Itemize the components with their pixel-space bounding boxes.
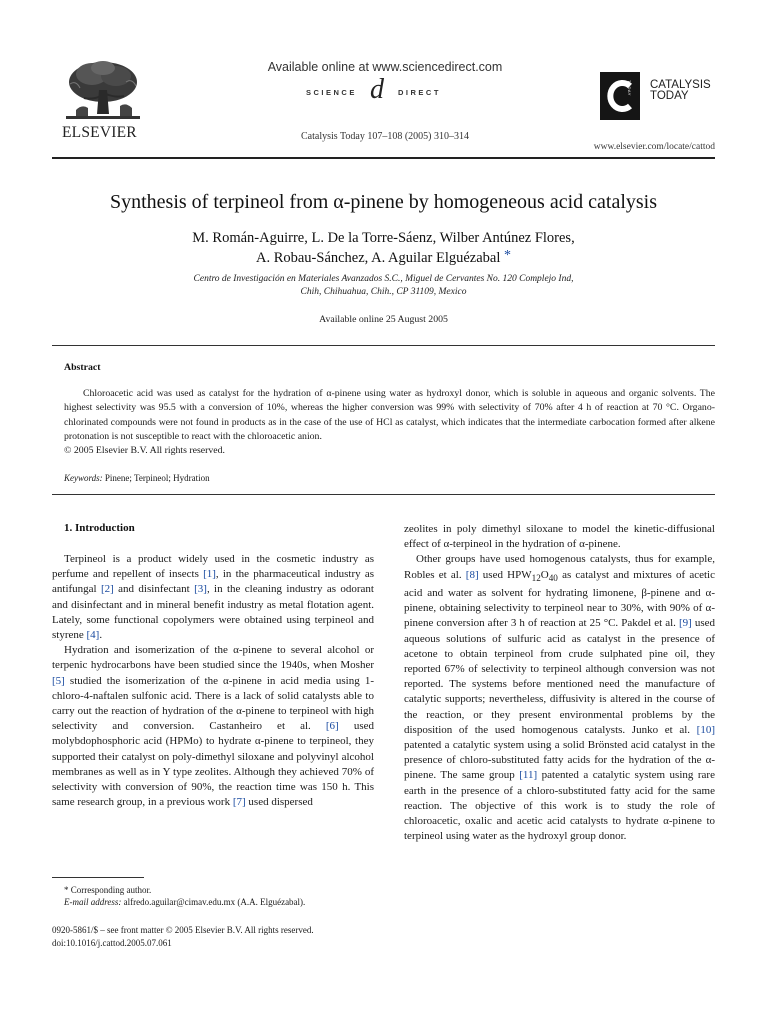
- available-online-date: Available online 25 August 2005: [319, 314, 448, 325]
- email-address[interactable]: alfredo.aguilar@cimav.edu.mx (A.A. Elguézabal).: [121, 897, 306, 907]
- right-column: [404, 522, 715, 844]
- author-list: [52, 229, 715, 267]
- doi-link[interactable]: doi:10.1016/j.cattod.2005.07.061: [52, 938, 172, 948]
- section-heading-introduction: 1. Introduction: [64, 522, 135, 534]
- keywords-label: Keywords:: [64, 473, 103, 483]
- abstract-text: Chloroacetic acid was used as catalyst for the hydration of α-pinene using water as hydroxyl donor, which is soluble in aqueous and organic solvents. The highest selectivity was 95.5 with a conversion of 10%, whereas the higher conversion was 99% with selectivity of 70% after 4 h of reaction at 70 °C. Organo-chlorinated compounds were not found in products as in the case of the use of HCl as catalyst, which indicates that the intermediate carbocation formed after alkene protonation is not susceptible to react with the chloroacetic anion.: [64, 388, 715, 443]
- affiliation: [52, 273, 715, 299]
- citation-link[interactable]: [8]: [465, 568, 479, 581]
- header-divider: [52, 157, 715, 159]
- paragraph: Terpineol is a product widely used in the cosmetic industry as perfume and repellent of insects [1], in the pharmaceutical industry as antifungal [2] and disinfectant [3], in the cleaning industry as odorant and disinfectant and in mineral benefit industry as metal flotation agent. Lately, some functional copolymers were obtained using terpineol and styrene [4].: [52, 553, 374, 642]
- abstract-divider-bottom: [52, 494, 715, 495]
- authors-line-2-text: A. Robau-Sánchez, A. Aguilar Elguézabal: [255, 250, 501, 266]
- citation-link[interactable]: [11]: [519, 769, 538, 782]
- journal-url-link[interactable]: www.elsevier.com/locate/cattod: [593, 142, 715, 152]
- catalysis-today-icon: [600, 72, 640, 120]
- affiliation-line-2: Chih, Chihuahua, Chih., CP 31109, Mexico: [300, 287, 467, 297]
- footnote: [64, 884, 384, 908]
- available-online-link[interactable]: Available online at www.sciencedirect.com: [267, 60, 503, 74]
- journal-name-line2: TODAY: [650, 90, 689, 102]
- corresponding-author-note: * Corresponding author.: [64, 885, 152, 895]
- abstract-copyright: © 2005 Elsevier B.V. All rights reserved.: [64, 445, 225, 456]
- journal-name: [650, 80, 711, 102]
- front-matter: [52, 924, 382, 950]
- citation-link[interactable]: [10]: [696, 723, 715, 736]
- keywords: [64, 473, 210, 483]
- keywords-list: Pinene; Terpineol; Hydration: [104, 473, 210, 483]
- elsevier-tree-icon: [62, 60, 144, 124]
- sciencedirect-left-word: SCIENCE: [306, 88, 357, 97]
- citation-link[interactable]: [9]: [678, 617, 692, 630]
- citation-link[interactable]: [6]: [325, 720, 339, 733]
- abstract-divider-top: [52, 345, 715, 346]
- abstract-heading: Abstract: [64, 362, 101, 373]
- paragraph: Other groups have used homogenous catalysts, thus for example, Robles et al. [8] used $HPW_{12}O_{40}$ as catalyst and mixtures of acetic acid and water as solvent for hydrating limonene, β-pinene and α-pinene, obtaining selectivity to terpineol near to 30%, with 90% of α-pinene conversion after 3 h of reaction at 25 °C. Pakdel et al. [9] used aqueous solutions of sulfuric acid as catalyst in the presence of acetone to obtain terpineol from crude sulphated pine oil, they reported 67% of selectivity to terpineol although conversion was not reported. The systems before mentioned need the manufacture of catalytic supports; nevertheless, diffusivity is altered in the course of the reaction, or they present environmental problems by the disposition of the used homogenous catalysts. Junko et al. [10] patented a catalytic system using a solid Brönsted acid catalyst in the presence of chloro-substituted fatty acids for the hydration of the α-pinene. The same group [11] patented a catalytic system using rare earth in the presence of a chloro-substituted fatty acid for the same reaction. The objective of this work is to study the role of chloroacetic, oxalic and acetic acid catalysts to hydrate α-pinene to terpineol using water as the hydroxyl group donor.: [404, 553, 715, 843]
- email-label: E-mail address:: [64, 897, 122, 907]
- sciencedirect-logo[interactable]: [290, 74, 480, 106]
- citation-link[interactable]: [4]: [86, 629, 100, 642]
- corresponding-author-mark[interactable]: *: [504, 248, 512, 263]
- sciencedirect-d-icon: d: [370, 74, 384, 105]
- journal-reference: Catalysis Today 107–108 (2005) 310–314: [301, 131, 469, 142]
- sciencedirect-right-word: DIRECT: [398, 88, 441, 97]
- journal-name-line1: CATALYSIS: [650, 79, 711, 91]
- front-matter-line: 0920-5861/$ – see front matter © 2005 Elsevier B.V. All rights reserved.: [52, 925, 314, 935]
- publisher-name: ELSEVIER: [62, 124, 137, 141]
- paragraph: Hydration and isomerization of the α-pinene to several alcohol or terpenic hydrocarbons have been studied since the 1940s, when Mosher [5] studied the isomerization of the α-pinene in acid media using 1-chloro-4-naftalen sulfonic acid. There is a lack of solid catalysts able to carry out the reaction of hydration of the α-pinene to terpineol with high selectivity and conversion. Castanheiro et al. [6] used molybdophosphoric acid (HPMo) to hydrate α-pinene to terpineol, they supported their catalyst on poly-dimethyl siloxane and polyvinyl alcohol membranes as well as in Y type zeolites. Although they achieved 70% of selectivity with conversion of 90%, the reaction time was 150 h. This same research group, in a previous work [7] used dispersed: [52, 644, 374, 809]
- catalysis-today-logo: [600, 72, 720, 132]
- left-column: [52, 552, 374, 810]
- elsevier-logo: [62, 60, 144, 142]
- citation-link[interactable]: [3]: [194, 583, 207, 596]
- journal-box-vertical-text: TODAY: [627, 80, 632, 96]
- citation-link[interactable]: [2]: [100, 583, 114, 596]
- article-title: Synthesis of terpineol from α-pinene by homogeneous acid catalysis: [109, 191, 658, 213]
- citation-link[interactable]: [1]: [203, 568, 216, 581]
- citation-link[interactable]: [5]: [52, 674, 65, 687]
- paragraph: zeolites in poly dimethyl siloxane to model the kinetic-diffusional effect of α-terpineol in the hydration of α-pinene.: [404, 523, 715, 551]
- authors-line-2: [52, 247, 715, 267]
- authors-line-1: M. Román-Aguirre, L. De la Torre-Sáenz, Wilber Antúnez Flores,: [192, 230, 575, 246]
- footnote-divider: [52, 877, 144, 878]
- affiliation-line-1: Centro de Investigación en Materiales Avanzados S.C., Miguel de Cervantes No. 120 Complejo Ind,: [193, 274, 574, 284]
- citation-link[interactable]: [7]: [232, 796, 246, 809]
- email-note: [64, 896, 384, 908]
